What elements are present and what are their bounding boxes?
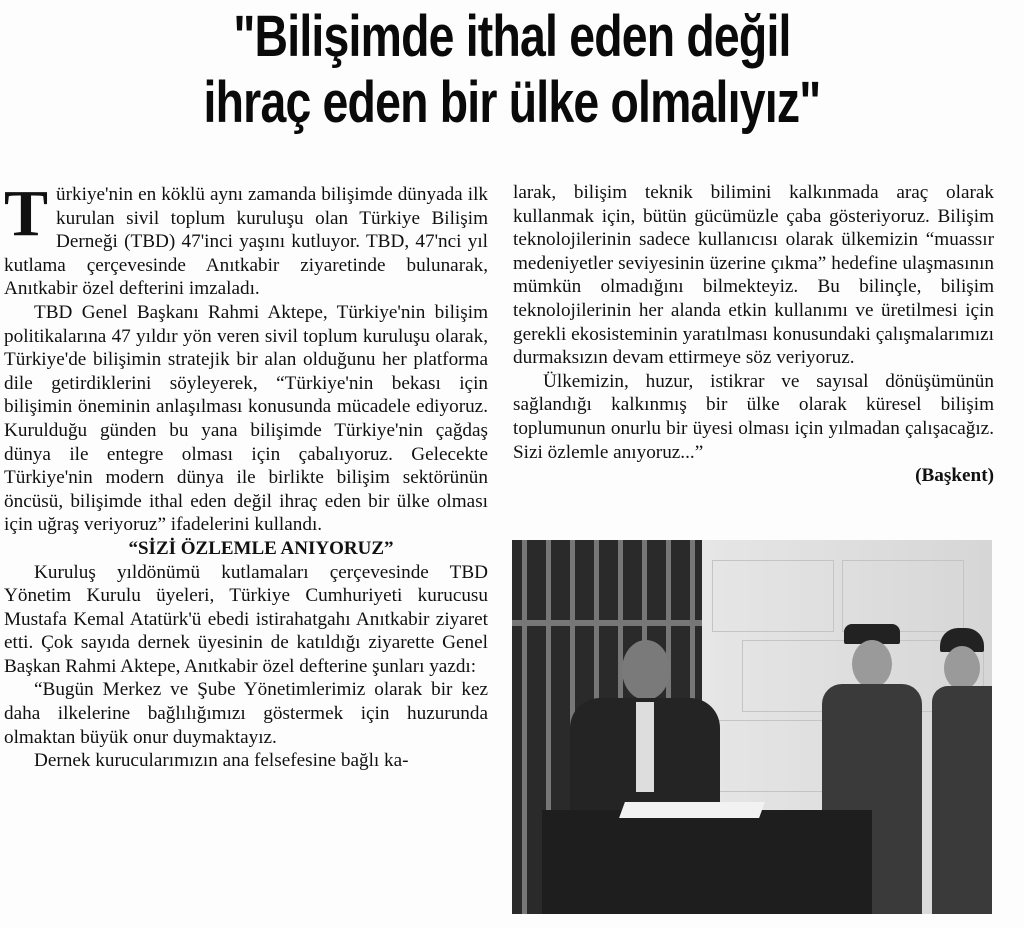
left-column	[4, 177, 488, 773]
intro-paragraph	[4, 177, 488, 301]
subheading: “SİZİ ÖZLEMLE ANIYORUZ”	[128, 537, 394, 559]
paragraph-2: TBD Genel Başkanı Rahmi Aktepe, Türkiye'nin bilişim politikalarına 47 yıldır yön veren sivil toplum kuruluşu olarak, Türkiye'de bilişimin stratejik bir alan olduğunu her platforma dile getirdiklerini söyleyerek, “Türkiye'nin bekası için bilişimin öneminin anlaşılması konusunda mücadele ediyoruz. Kurulduğu günden bu yana bilişimde Türkiye'nin çağdaş dünya ile entegre olması için çabalıyoruz. Gelecekte Türkiye'nin modern dünya ile birlikte bilişim sektörünün öncüsü, bilişimde ithal eden değil ihraç eden bir ülke olması için uğraş veriyoruz” ifadelerini kullandı.	[4, 301, 488, 536]
news-photo	[512, 540, 992, 914]
closing-paragraph: Ülkemizin, huzur, istikrar ve sayısal dönüşümünün sağlandığı kalkınmış bir ülke olarak küresel bilişim toplumunun onurlu bir üyesi olması için yılmadan çalışacağız. Sizi özlemle anıyoruz...”	[513, 370, 994, 463]
guard-officer-2	[932, 628, 992, 914]
headline	[102, 4, 921, 136]
paragraph-5: Dernek kurucularımızın ana felsefesine bağlı ka-	[34, 750, 409, 772]
intro-text: ürkiye'nin en köklü aynı zamanda bilişimde dünyada ilk kurulan sivil toplum kuruluşu olan Türkiye Bilişim Derneği (TBD) 47'inci yaşını kutluyor. TBD, 47'nci yıl kutlama çerçevesinde Anıtkabir ziyaretinde bulunarak, Anıtkabir özel defterini imzaladı.	[4, 184, 488, 300]
headline-line-1: "Bilişimde ithal eden değil	[233, 4, 791, 69]
headline-line-2: ihraç eden bir ülke olmalıyız"	[203, 70, 821, 135]
drop-cap: T	[4, 177, 49, 250]
source-credit: (Başkent)	[915, 465, 994, 487]
guest-book	[619, 802, 765, 818]
paragraph-3: Kuruluş yıldönümü kutlamaları çerçevesinde TBD Yönetim Kurulu üyeleri, Türkiye Cumhuriyeti kurucusu Mustafa Kemal Atatürk'ü ebedi istirahatgahı Anıtkabir ziyaret etti. Çok sayıda dernek üyesinin de katıldığı ziyarette Genel Başkan Rahmi Aktepe, Anıtkabir özel defterine şunları yazdı:	[4, 561, 488, 677]
right-column	[513, 181, 994, 488]
continued-paragraph: larak, bilişim teknik bilimini kalkınmada araç olarak kullanmak için, bütün gücümüzle çaba gösteriyoruz. Bilişim teknolojilerinin sadece kullanıcısı olarak ülkemizin “muassır medeniyetler seviyesinin üzerine çıkma” hedefine ulaşmasının mümkün olmadığını bilmekteyiz. Bu bilinçle, bilişim teknolojilerinin her alanda etkin kullanımı ve üretilmesi için gerekli ekosisteminin yaratılması konusundaki çalışmalarımızı durmaksızın devam ettirmeye söz veriyoruz.	[513, 182, 994, 369]
lectern	[542, 810, 872, 914]
paragraph-4: “Bugün Merkez ve Şube Yönetimlerimiz olarak bir kez daha ilkelerine bağlılığımızı göstermek için huzurunda olmaktan büyük onur duymaktayız.	[4, 679, 488, 748]
